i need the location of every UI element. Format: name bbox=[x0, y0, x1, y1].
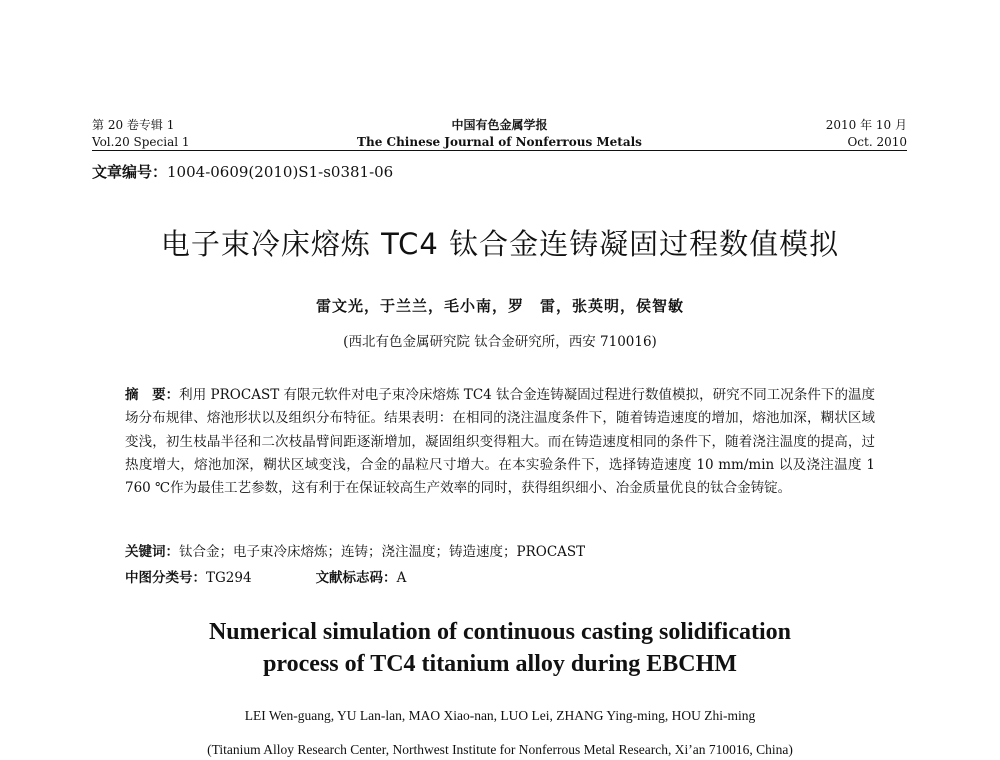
authors-en: LEI Wen-guang, YU Lan-lan, MAO Xiao-nan, LUO Lei, ZHANG Ying-ming, HOU Zhi-ming bbox=[244, 708, 756, 723]
abstract-label: 摘 要： bbox=[125, 387, 180, 403]
journal-name-cn: 中国有色金属学报 bbox=[451, 118, 548, 132]
abstract-text: 利用 PROCAST 有限元软件对电子束冷床熔炼 TC4 钛合金连铸凝固过程进行数值模拟，研究不同工况条件下的温度场分布规律、熔池形状以及组织分布特征。结果表明：在相同的浇注温度条件下，随着铸造速度的增加，熔池加深，糊状区域变浅，初生枝晶半径和二次枝晶臂间距逐渐增加，凝固组织变得粗大。而在铸造速度相同的条件下，随着浇注温度的提高，过热度增大，熔池加深，糊状区域变浅，合金的晶粒尺寸增大。在本实验条件下，选择铸造速度 10 mm/min 以及浇注温度 1 760 ℃作为最佳工艺参数，这有利于在保证较高生产效率的同时，获得组织细小、冶金质量优良的钛合金铸锭。 bbox=[125, 387, 876, 497]
article-number-value: 1004-0609(2010)S1-s0381-06 bbox=[167, 163, 394, 181]
date-en: Oct. 2010 bbox=[847, 135, 907, 149]
classification-line bbox=[125, 566, 406, 586]
keywords-cn bbox=[125, 540, 585, 560]
date-cn: 2010 年 10 月 bbox=[825, 118, 907, 132]
doc-code-label: 文献标志码： bbox=[315, 570, 397, 586]
article-number-label: 文章编号： bbox=[92, 163, 168, 181]
keywords-label: 关键词： bbox=[125, 544, 179, 560]
title-cn: 电子束冷床熔炼 TC4 钛合金连铸凝固过程数值模拟 bbox=[160, 227, 840, 261]
journal-name-en: The Chinese Journal of Nonferrous Metals bbox=[357, 135, 642, 149]
authors-cn: 雷文光，于兰兰，毛小南，罗 雷，张英明，侯智敏 bbox=[315, 297, 684, 315]
header-divider bbox=[92, 150, 907, 151]
title-en-line-1: Numerical simulation of continuous casting solidification bbox=[208, 619, 792, 645]
volume-en: Vol.20 Special 1 bbox=[92, 135, 190, 149]
title-en bbox=[0, 616, 1000, 680]
clc-label: 中图分类号： bbox=[125, 570, 206, 586]
article-number bbox=[92, 161, 393, 182]
affiliation-en: (Titanium Alloy Research Center, Northwest Institute for Nonferrous Metal Research, Xi’an 710016, China) bbox=[207, 742, 793, 757]
clc-value: TG294 bbox=[206, 570, 252, 586]
abstract-cn bbox=[125, 384, 875, 500]
affiliation-cn: (西北有色金属研究院 钛合金研究所，西安 710016) bbox=[343, 334, 657, 350]
doc-code-value: A bbox=[396, 570, 407, 586]
title-en-line-2: process of TC4 titanium alloy during EBCHM bbox=[263, 651, 737, 677]
volume-cn: 第 20 卷专辑 1 bbox=[92, 118, 175, 132]
keywords-text: 钛合金；电子束冷床熔炼；连铸；浇注温度；铸造速度；PROCAST bbox=[179, 544, 586, 560]
